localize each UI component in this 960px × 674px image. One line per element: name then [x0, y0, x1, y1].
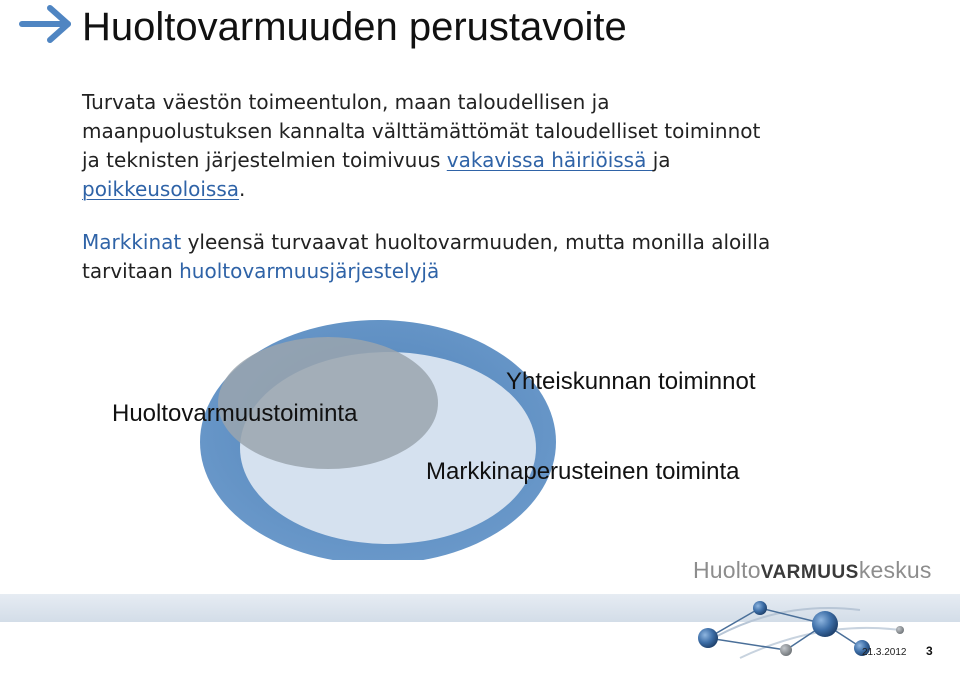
venn-label-security-of-supply: Huoltovarmuustoiminta [112, 400, 358, 427]
paragraph-goal-period: . [239, 177, 246, 201]
organization-logo [693, 557, 932, 584]
highlight-markets: Markkinat [82, 230, 182, 254]
paragraph-markets [82, 228, 802, 286]
venn-label-market-based: Markkinaperusteinen toiminta [426, 458, 740, 485]
highlight-arrangements: huoltovarmuusjärjestelyjä [179, 259, 440, 283]
logo-text-huolto: Huolto [693, 557, 761, 583]
paragraph-goal-and: ja [652, 148, 671, 172]
page-number: 3 [926, 644, 933, 658]
link-severe-disturbances[interactable]: vakavissa häiriöissä [446, 148, 653, 172]
logo-text-varmuus: VARMUUS [760, 562, 859, 583]
slide-date: 21.3.2012 [862, 647, 907, 658]
link-exceptional-conditions[interactable]: poikkeusoloissa [82, 177, 240, 201]
arrow-right-icon [18, 4, 74, 44]
paragraph-markets-text: yleensä turvaavat huoltovarmuuden, mutta monilla aloilla tarvitaan [82, 230, 771, 283]
venn-label-society-functions: Yhteiskunnan toiminnot [506, 368, 756, 395]
paragraph-goal-text: Turvata väestön toimeentulon, maan taloudellisen ja maanpuolustuksen kannalta välttämättömät taloudelliset toiminnot ja teknisten järjestelmien toimivuus [82, 90, 761, 172]
venn-diagram [0, 300, 960, 560]
paragraph-goal [82, 88, 772, 204]
logo-text-keskus: keskus [858, 557, 932, 583]
slide-title: Huoltovarmuuden perustavoite [82, 5, 627, 49]
